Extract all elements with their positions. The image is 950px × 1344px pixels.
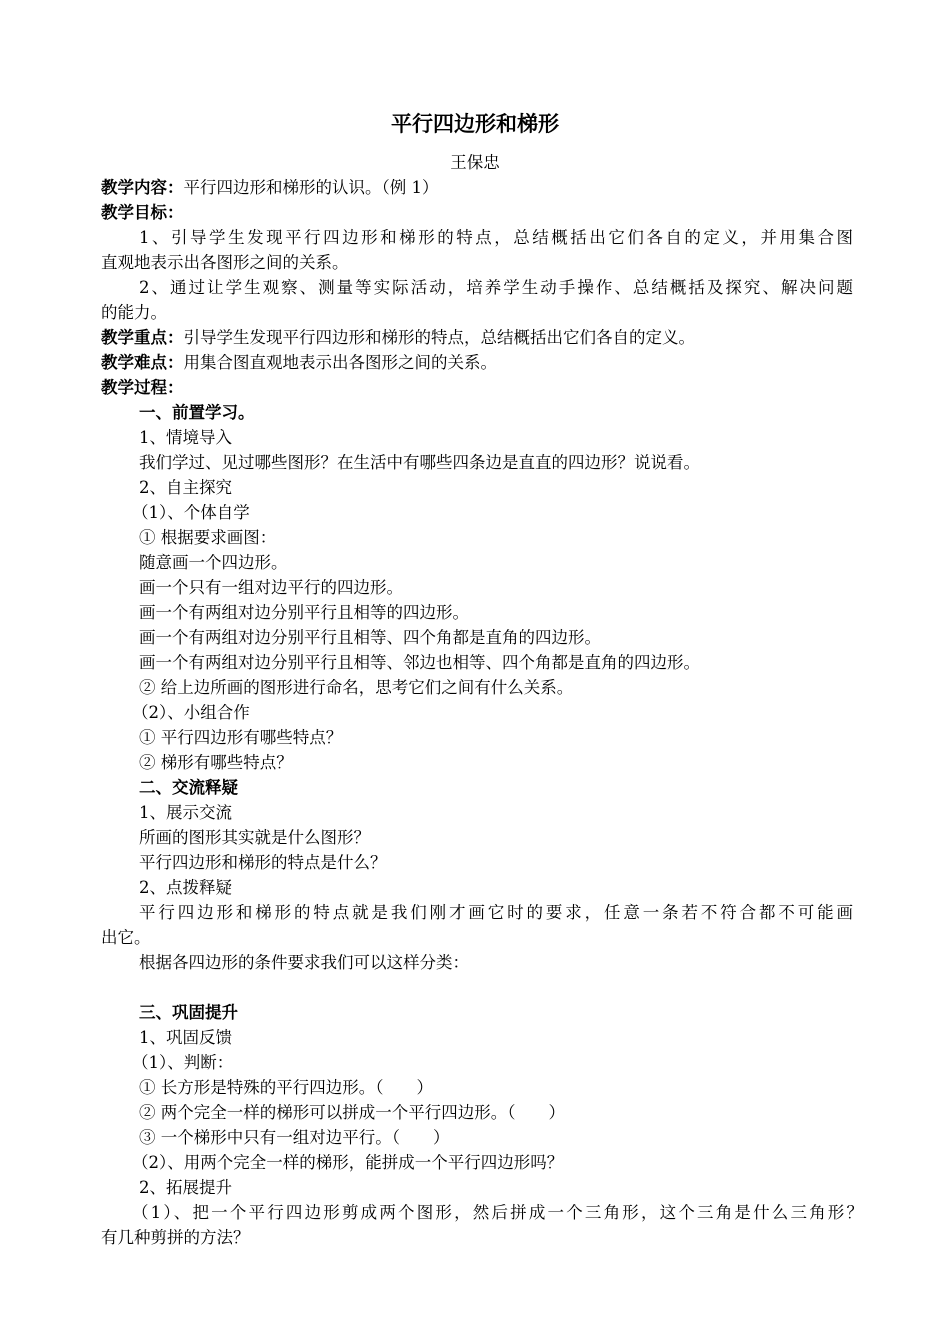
teaching-content [101, 175, 439, 200]
section-2-line: 出它。 [101, 928, 151, 947]
teaching-content-text: 平行四边形和梯形的认识。（例 1） [183, 178, 439, 197]
section-2-line: 根据各四边形的条件要求我们可以这样分类： [139, 953, 469, 972]
goal-1-line-1: 1、引导学生发现平行四边形和梯形的特点，总结概括出它们各自的定义，并用集合图 [139, 228, 853, 247]
section-1-line: （2）、小组合作 [132, 703, 250, 722]
section-3-line: 有几种剪拼的方法？ [101, 1228, 250, 1247]
section-2-line: 2、点拨释疑 [139, 878, 232, 897]
goal-1-line-2: 直观地表示出各图形之间的关系。 [101, 253, 349, 272]
section-1-line: 我们学过、见过哪些图形？在生活中有哪些四条边是直直的四边形？说说看。 [139, 453, 700, 472]
section-1-line: 画一个有两组对边分别平行且相等的四边形。 [139, 603, 469, 622]
difficulty [101, 350, 497, 375]
section-1-line: （1）、个体自学 [132, 503, 250, 522]
section-1-line: 随意画一个四边形。 [139, 553, 288, 572]
key-point [101, 325, 695, 350]
section-1-line: 画一个有两组对边分别平行且相等、四个角都是直角的四边形。 [139, 628, 601, 647]
section-1-line: 画一个有两组对边分别平行且相等、邻边也相等、四个角都是直角的四边形。 [139, 653, 700, 672]
goal-2-line-1: 2、通过让学生观察、测量等实际活动，培养学生动手操作、总结概括及探究、解决问题 [139, 278, 853, 297]
section-3-line: ③ 一个梯形中只有一组对边平行。（ ） [139, 1128, 450, 1147]
section-2-line: 平行四边形和梯形的特点就是我们刚才画它时的要求，任意一条若不符合都不可能画 [139, 903, 853, 922]
difficulty-text: 用集合图直观地表示出各图形之间的关系。 [183, 353, 497, 372]
section-1-heading: 一、前置学习。 [139, 403, 255, 422]
section-2-heading: 二、交流释疑 [139, 778, 238, 797]
section-1-line: ① 根据要求画图： [139, 528, 277, 547]
section-2-line: 1、展示交流 [139, 803, 232, 822]
section-3-line: （1）、把一个平行四边形剪成两个图形，然后拼成一个三角形，这个三角是什么三角形？ [132, 1203, 863, 1222]
section-3-line: 2、拓展提升 [139, 1178, 232, 1197]
section-2-line: 所画的图形其实就是什么图形？ [139, 828, 370, 847]
section-3-line: ② 两个完全一样的梯形可以拼成一个平行四边形。（ ） [139, 1103, 565, 1122]
author-name: 王保忠 [450, 153, 500, 172]
section-1-line: 1、情境导入 [139, 428, 232, 447]
section-1-line: ① 平行四边形有哪些特点？ [139, 728, 343, 747]
section-2-line: 平行四边形和梯形的特点是什么？ [139, 853, 387, 872]
difficulty-label: 教学难点： [101, 353, 184, 372]
section-1-line: ② 给上边所画的图形进行命名，思考它们之间有什么关系。 [139, 678, 574, 697]
section-3-line: （2）、用两个完全一样的梯形，能拼成一个平行四边形吗？ [132, 1153, 564, 1172]
teaching-goals-label: 教学目标： [101, 203, 184, 222]
section-1-line: 画一个只有一组对边平行的四边形。 [139, 578, 403, 597]
section-1-line: 2、自主探究 [139, 478, 232, 497]
section-3-heading: 三、巩固提升 [139, 1003, 238, 1022]
document-title: 平行四边形和梯形 [391, 112, 559, 136]
teaching-content-label: 教学内容： [101, 178, 184, 197]
section-3-line: 1、巩固反馈 [139, 1028, 232, 1047]
section-3-line: ① 长方形是特殊的平行四边形。（ ） [139, 1078, 433, 1097]
section-3-line: （1）、判断： [132, 1053, 234, 1072]
key-point-text: 引导学生发现平行四边形和梯形的特点，总结概括出它们各自的定义。 [183, 328, 695, 347]
key-point-label: 教学重点： [101, 328, 184, 347]
process-label: 教学过程： [101, 378, 184, 397]
goal-2-line-2: 的能力。 [101, 303, 167, 322]
section-1-line: ② 梯形有哪些特点？ [139, 753, 293, 772]
